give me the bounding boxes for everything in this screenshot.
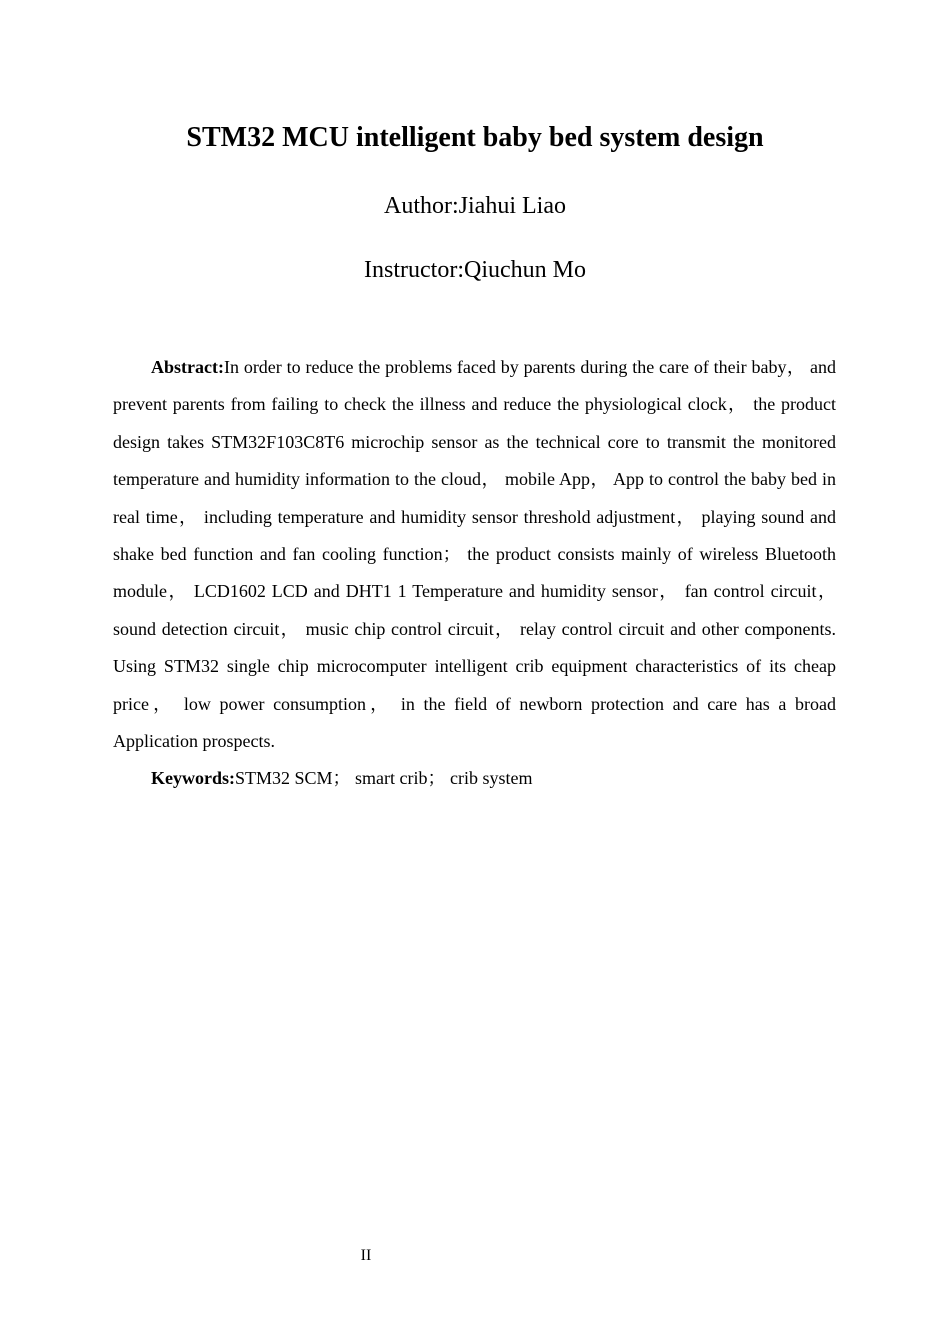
keywords-text: STM32 SCM； smart crib； crib system bbox=[235, 768, 533, 788]
page-title: STM32 MCU intelligent baby bed system design bbox=[186, 122, 764, 153]
keywords-line bbox=[113, 761, 836, 795]
abstract-text: In order to reduce the problems faced by parents during the care of their baby， and prevent parents from failing to check the illness and reduce the physiological clock， the product design takes STM32F103C8T6 microchip sensor as the technical core to transmit the monitored temperature and humidity information to the cloud， mobile App， App to control the baby bed in real time， including temperature and humidity sensor threshold adjustment， playing sound and shake bed function and fan cooling function； the product consists mainly of wireless Bluetooth module， LCD1602 LCD and DHT1 1 Temperature and humidity sensor， fan control circuit， sound detection circuit， music chip control circuit， relay control circuit and other components. Using STM32 single chip microcomputer intelligent crib equipment characteristics of its cheap price， low power consumption， in the field of newborn protection and care has a broad Application prospects. bbox=[113, 357, 836, 752]
abstract-label: Abstract: bbox=[151, 357, 224, 377]
abstract-paragraph bbox=[113, 349, 836, 760]
page-number: II bbox=[360, 1247, 372, 1264]
author-line: Author:Jiahui Liao bbox=[384, 193, 566, 219]
instructor-line: Instructor:Qiuchun Mo bbox=[364, 257, 586, 283]
keywords-label: Keywords: bbox=[151, 768, 235, 788]
